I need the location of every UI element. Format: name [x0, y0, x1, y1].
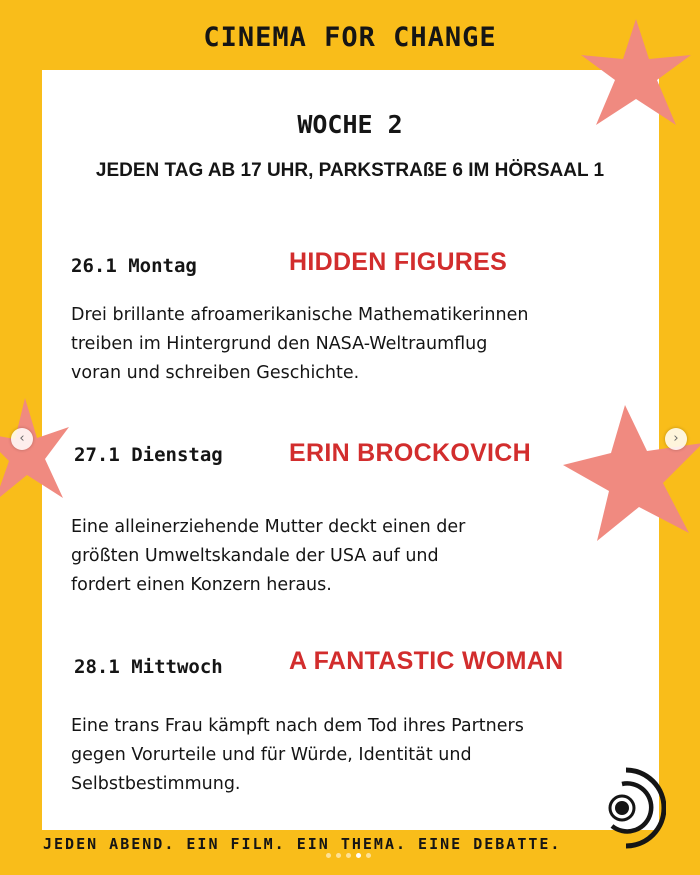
screening-day: 27.1 Dienstag: [74, 444, 223, 466]
carousel-dot[interactable]: [336, 853, 341, 858]
film-title: A FANTASTIC WOMAN: [289, 647, 564, 675]
schedule-info: JEDEN TAG AB 17 UHR, PARKSTRAßE 6 IM HÖRSAAL 1: [95, 160, 605, 181]
carousel-dot-active[interactable]: [356, 853, 361, 858]
screening-day: 26.1 Montag: [71, 255, 197, 277]
film-title: HIDDEN FIGURES: [289, 248, 508, 276]
star-decoration-left: [0, 393, 70, 513]
week-title: WOCHE 2: [297, 110, 403, 139]
screening-day: 28.1 Mittwoch: [74, 656, 223, 678]
carousel-pagination: [326, 853, 371, 858]
cinema-logo-icon: [596, 762, 666, 857]
carousel-dot[interactable]: [366, 853, 371, 858]
film-description: Eine trans Frau kämpft nach dem Tod ihres Partners gegen Vorurteile und für Würde, Identität und Selbstbestimmung.: [71, 716, 524, 794]
chevron-left-icon[interactable]: ‹: [11, 428, 33, 450]
carousel-dot[interactable]: [326, 853, 331, 858]
chevron-right-icon[interactable]: ›: [665, 428, 687, 450]
film-description: Drei brillante afroamerikanische Mathematikerinnen treiben im Hintergrund den NASA-Weltraumflug voran und schreiben Geschichte.: [71, 305, 529, 383]
tagline: JEDEN ABEND. EIN FILM. EIN THEMA. EINE DEBATTE.: [43, 835, 562, 853]
brand-title: CINEMA FOR CHANGE: [203, 22, 497, 53]
film-description: Eine alleinerziehende Mutter deckt einen der größten Umweltskandale der USA auf und fordert einen Konzern heraus.: [71, 517, 466, 595]
film-title: ERIN BROCKOVICH: [289, 439, 532, 467]
carousel-dot[interactable]: [346, 853, 351, 858]
